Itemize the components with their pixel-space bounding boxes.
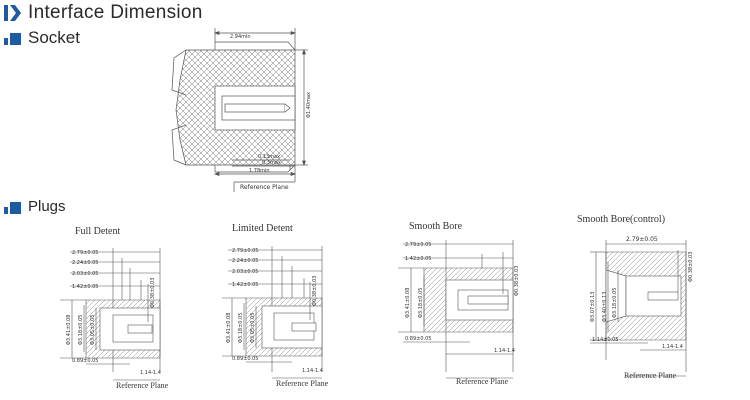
pd-sb-1: 2.79±0.05 [405, 242, 432, 248]
pd-full-1: 2.79±0.05 [72, 250, 99, 256]
socket-dim-top: 2.94min [230, 34, 251, 40]
pd-lim-v1: Φ3.41±0.08 [226, 312, 232, 343]
socket-dim-side: Φ1.40max [306, 92, 312, 118]
pd-full-right: 1.14-1.4 [140, 370, 161, 376]
socket-drawing [172, 28, 308, 192]
pd-lim-3: 2.03±0.05 [232, 269, 259, 275]
pd-lim-v2: Φ3.18±0.05 [238, 312, 244, 343]
pd-full-ref: Reference Plane [116, 381, 169, 390]
pd-sbc-ref: Reference Plane [624, 371, 677, 380]
pd-lim-pin: Φ0.38±0.03 [312, 275, 318, 306]
plug-title-smooth-bore-control: Smooth Bore(control) [577, 214, 666, 225]
socket-dim-c: 1.78min [249, 168, 270, 174]
pd-lim-2: 2.24±0.05 [232, 258, 259, 264]
pd-sbc-bottom: 1.14±0.05 [592, 337, 619, 343]
pd-sb-ref: Reference Plane [456, 377, 509, 386]
plug-title-smooth-bore: Smooth Bore [409, 221, 463, 232]
pd-sb-pin: Φ0.38±0.03 [514, 265, 520, 296]
socket-dim-a: 0.13max [258, 154, 281, 160]
plug-title-full-detent: Full Detent [75, 226, 121, 237]
pd-sbc-v2: Φ3.40±0.13 [602, 291, 608, 322]
pd-sbc-1: 2.79±0.05 [626, 236, 658, 243]
interface-dimension-title: Interface Dimension [28, 2, 203, 23]
pd-full-v2: Φ3.18±0.05 [78, 314, 84, 345]
pd-sbc-v3: Φ3.18±0.05 [612, 287, 618, 318]
pd-sb-2: 1.42±0.05 [405, 256, 432, 262]
pd-lim-v3: Φ3.05±0.05 [250, 312, 256, 343]
pd-full-4: 1.42±0.05 [72, 284, 99, 290]
pd-full-2: 2.24±0.05 [72, 260, 99, 266]
pd-sbc-pin: Φ0.38±0.03 [688, 251, 694, 282]
pd-lim-ref: Reference Plane [276, 379, 329, 388]
pd-lim-bottom: 0.89±0.05 [232, 356, 259, 362]
plug-title-limited-detent: Limited Detent [232, 223, 293, 234]
pd-full-v1: Φ3.41±0.08 [66, 314, 72, 345]
plugs-title: Plugs [28, 198, 66, 215]
pd-full-pin: Φ0.38±0.03 [150, 277, 156, 308]
pd-sb-bottom: 0.89±0.05 [405, 336, 432, 342]
pd-full-3: 2.03±0.05 [72, 271, 99, 277]
pd-sbc-right: 1.14-1.4 [662, 344, 683, 350]
pd-sb-right: 1.14-1.4 [494, 348, 515, 354]
pd-lim-1: 2.79±0.05 [232, 248, 259, 254]
pd-full-bottom: 0.89±0.05 [72, 358, 99, 364]
socket-title: Socket [28, 28, 80, 47]
socket-dim-b: 0.3max [262, 160, 281, 166]
pd-sb-v1: Φ3.41±0.08 [405, 287, 411, 318]
pd-full-v3: Φ3.05±0.05 [90, 314, 96, 345]
pd-sb-v2: Φ3.18±0.05 [418, 287, 424, 318]
pd-sbc-v1: Φ3.07±0.13 [590, 291, 596, 322]
pd-lim-4: 1.42±0.05 [232, 282, 259, 288]
pd-lim-right: 1.14-1.4 [302, 368, 323, 374]
socket-reference-plane: Reference Plane [240, 184, 289, 191]
